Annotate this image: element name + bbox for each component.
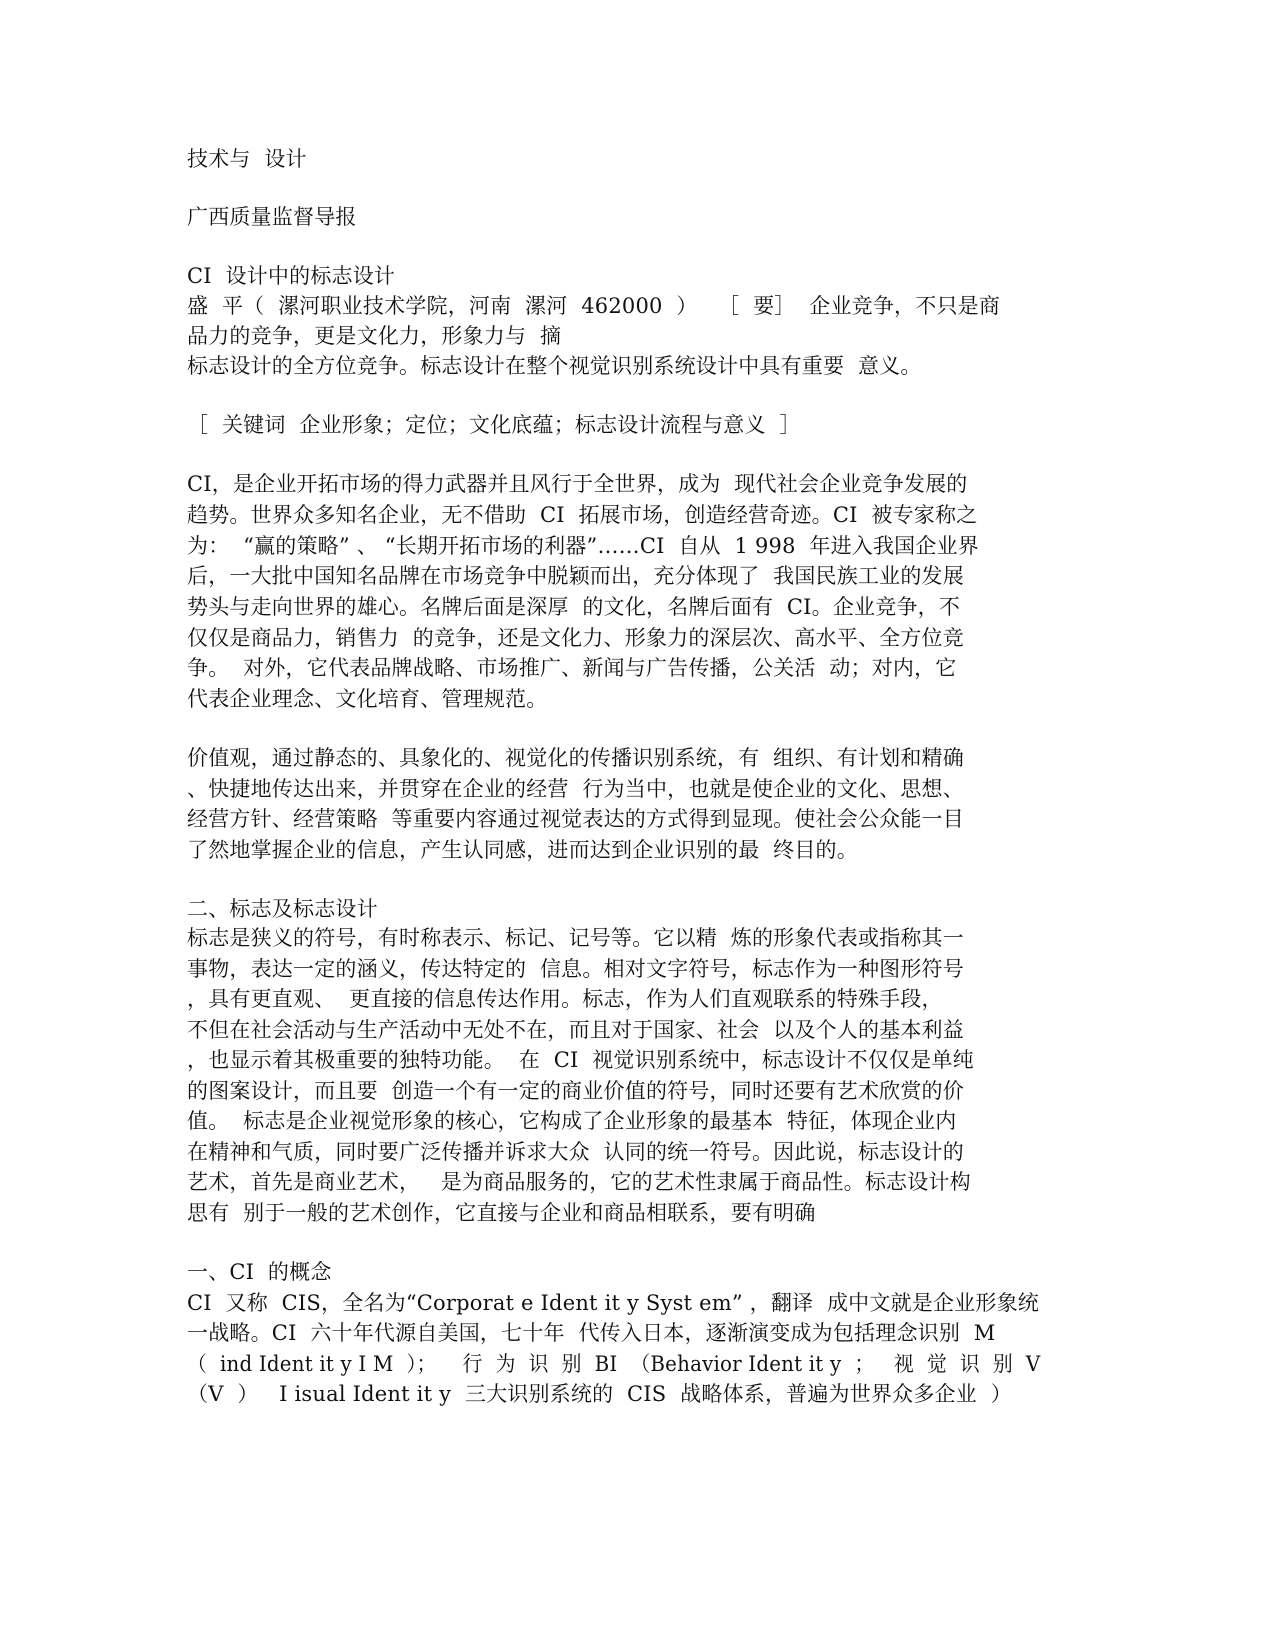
paragraph-line: 值。 标志是企业视觉形象的核心，它构成了企业形象的最基本 特征，体现企业内 xyxy=(187,1109,957,1133)
paragraph-line: 争。 对外，它代表品牌战略、市场推广、新闻与广告传播，公关活 动；对内，它 xyxy=(187,656,957,680)
paragraph-line: 在精神和气质，同时要广泛传播并诉求大众 认同的统一符号。因此说，标志设计的 xyxy=(187,1140,964,1164)
paragraph-line: 趋势。世界众多知名企业，无不借助 CI 拓展市场，创造经营奇迹。CI 被专家称之 xyxy=(187,503,978,527)
paragraph-line: 艺术，首先是商业艺术， 是为商品服务的，它的艺术性隶属于商品性。标志设计构 xyxy=(187,1170,971,1194)
section-heading: 一、CI 的概念 xyxy=(187,1260,332,1284)
paragraph-line: 后，一大批中国知名品牌在市场竞争中脱颖而出，充分体现了 我国民族工业的发展 xyxy=(187,564,964,588)
paragraph-line: 了然地掌握企业的信息，产生认同感，进而达到企业识别的最 终目的。 xyxy=(187,838,858,862)
paragraph-line: CI，是企业开拓市场的得力武器并且风行于全世界，成为 现代社会企业竞争发展的 xyxy=(187,472,968,496)
paragraph-line: 事物，表达一定的涵义，传达特定的 信息。相对文字符号，标志作为一种图形符号 xyxy=(187,957,964,981)
paragraph-line: 的图案设计，而且要 创造一个有一定的商业价值的符号，同时还要有艺术欣赏的价 xyxy=(187,1079,964,1103)
abstract-line: 标志设计的全方位竞争。标志设计在整个视觉识别系统设计中具有重要 意义。 xyxy=(187,354,922,378)
paragraph-line: 经营方针、经营策略 等重要内容通过视觉表达的方式得到显现。使社会公众能一目 xyxy=(187,807,964,831)
paragraph-line: 、快捷地传达出来，并贯穿在企业的经营 行为当中，也就是使企业的文化、思想、 xyxy=(187,777,964,801)
paragraph-line: 思有 别于一般的艺术创作，它直接与企业和商品相联系，要有明确 xyxy=(187,1201,816,1225)
paragraph-line: ，也显示着其极重要的独特功能。 在 CI 视觉识别系统中，标志设计不仅仅是单纯 xyxy=(187,1048,974,1072)
paragraph-line: 代表企业理念、文化培育、管理规范。 xyxy=(187,687,548,711)
abstract-line: 盛 平（ 漯河职业技术学院，河南 漯河 462000 ） ［ 要］ 企业竞争，不只是商 xyxy=(187,294,1001,318)
publication-name: 广西质量监督导报 xyxy=(187,205,357,229)
paragraph-line: ，具有更直观、 更直接的信息传达作用。标志，作为人们直观联系的特殊手段， xyxy=(187,987,943,1011)
paragraph-line: （ ind Ident it y I M ）； 行 为 识 别 BI （Behavior Ident it y ； 视 觉 识 别 V xyxy=(187,1352,1041,1376)
paragraph-line: 不但在社会活动与生产活动中无处不在，而且对于国家、社会 以及个人的基本利益 xyxy=(187,1018,964,1042)
abstract-line: 品力的竞争，更是文化力，形象力与 摘 xyxy=(187,324,562,348)
section-label: 技术与 设计 xyxy=(187,147,307,171)
keywords: ［ 关键词 企业形象；定位；文化底蕴；标志设计流程与意义 ］ xyxy=(187,413,801,437)
paragraph-line: 价值观，通过静态的、具象化的、视觉化的传播识别系统，有 组织、有计划和精确 xyxy=(187,746,964,770)
article-title: CI 设计中的标志设计 xyxy=(187,264,396,288)
paragraph-line: （V ） I isual Ident it y 三大识别系统的 CIS 战略体系，普遍为世界众多企业 ） xyxy=(187,1382,1012,1406)
section-heading: 二、标志及标志设计 xyxy=(187,897,378,921)
paragraph-line: 一战略。CI 六十年代源自美国，七十年 代传入日本，逐渐演变成为包括理念识别 M xyxy=(187,1321,996,1345)
paragraph-line: 势头与走向世界的雄心。名牌后面是深厚 的文化，名牌后面有 CI。企业竞争，不 xyxy=(187,595,961,619)
paragraph-line: 仅仅是商品力，销售力 的竞争，还是文化力、形象力的深层次、高水平、全方位竞 xyxy=(187,626,964,650)
paragraph-line: CI 又称 CIS，全名为“Corporat e Ident it y Syst em” ，翻译 成中文就是企业形象统 xyxy=(187,1291,1039,1315)
paragraph-line: 为： “赢的策略” 、 “长期开拓市场的利器”……CI 自从 1 998 年进入我国企业界 xyxy=(187,534,979,558)
paragraph-line: 标志是狭义的符号，有时称表示、标记、记号等。它以精 炼的形象代表或指称其一 xyxy=(187,926,964,950)
